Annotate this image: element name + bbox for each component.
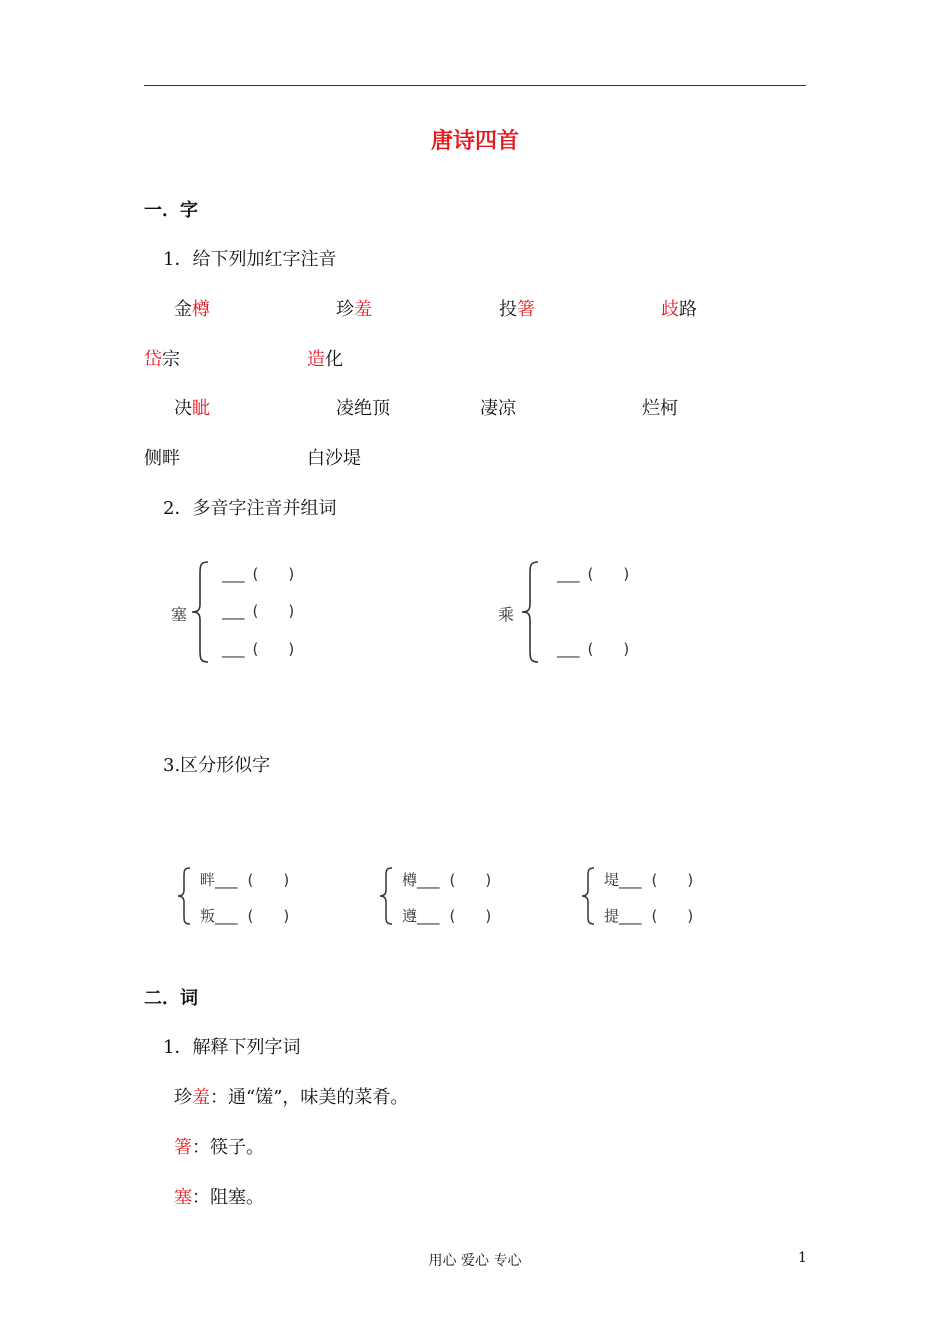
definition-item: 箸：筷子。	[174, 1137, 264, 1158]
similar-char-line: 提___ ( )	[604, 907, 694, 925]
similar-char-line: 遵___ ( )	[402, 907, 492, 925]
term-item: 白沙堤	[307, 448, 361, 469]
page-title: 唐诗四首	[430, 128, 519, 154]
answer-line: ___ ( )	[222, 565, 295, 583]
page-number: 1	[798, 1250, 807, 1266]
term-item: 珍羞	[336, 299, 372, 320]
left-brace-icon	[580, 866, 598, 926]
left-brace-icon	[176, 866, 194, 926]
section-heading-1: 一．字	[144, 200, 198, 221]
similar-char-line: 畔___ ( )	[200, 871, 290, 889]
header-rule	[144, 85, 806, 86]
term-item: 造化	[307, 349, 343, 370]
definition-item: 塞：阻塞。	[174, 1187, 264, 1208]
section-heading-2: 二．词	[144, 988, 198, 1009]
footer-text: 用心 爱心 专心	[428, 1253, 522, 1269]
answer-line: ___ ( )	[222, 640, 295, 658]
answer-line: ___ ( )	[222, 602, 295, 620]
term-item: 烂柯	[642, 398, 678, 419]
answer-line: ___ ( )	[557, 565, 630, 583]
similar-char-line: 樽___ ( )	[402, 871, 492, 889]
term-item: 凌绝顶	[336, 398, 390, 419]
term-item: 凄凉	[480, 398, 516, 419]
term-item: 岱宗	[144, 349, 180, 370]
left-brace-icon	[378, 866, 396, 926]
term-item: 金樽	[174, 299, 210, 320]
similar-char-line: 堤___ ( )	[604, 871, 694, 889]
question-1-label: 1．给下列加红字注音	[163, 249, 337, 270]
question-1-label: 1．解释下列字词	[163, 1037, 301, 1058]
term-item: 歧路	[661, 299, 697, 320]
term-item: 决眦	[174, 398, 210, 419]
polyphone-char: 乘	[498, 605, 515, 624]
question-2-label: 2．多音字注音并组词	[163, 498, 337, 519]
term-item: 侧畔	[144, 448, 180, 469]
left-brace-icon	[520, 560, 542, 664]
polyphone-char: 塞	[171, 605, 188, 624]
term-item: 投箸	[499, 299, 535, 320]
similar-char-line: 叛___ ( )	[200, 907, 290, 925]
question-3-label: 3.区分形似字	[163, 755, 271, 776]
left-brace-icon	[190, 560, 212, 664]
definition-item: 珍羞：通“馐”，味美的菜肴。	[174, 1087, 409, 1108]
answer-line: ___ ( )	[557, 640, 630, 658]
